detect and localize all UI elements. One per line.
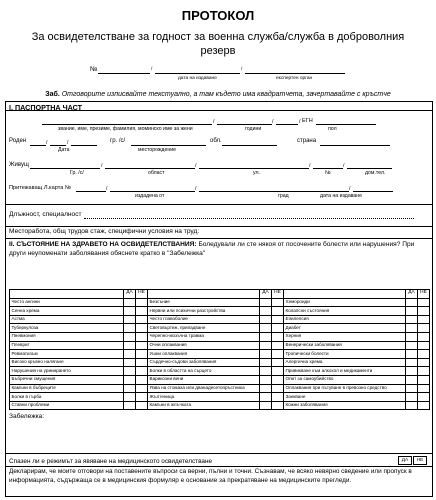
page-subtitle: За освидетелстване за годност за военна служба/служба в доброволния резерв: [31, 31, 405, 57]
disease-yes-checkbox[interactable]: [124, 324, 136, 333]
disease-yes-checkbox[interactable]: [260, 393, 272, 402]
disease-label: Очни оплаквания: [148, 341, 260, 350]
disease-label: Пневмония: [10, 332, 124, 341]
disease-no-checkbox[interactable]: [418, 341, 430, 350]
disease-label: Диабет: [284, 324, 406, 333]
disease-no-checkbox[interactable]: [272, 367, 284, 376]
disease-yes-checkbox[interactable]: [124, 367, 136, 376]
disease-no-checkbox[interactable]: [272, 393, 284, 402]
number-field[interactable]: [98, 73, 150, 74]
disease-no-checkbox[interactable]: [418, 332, 430, 341]
disease-no-checkbox[interactable]: [136, 358, 148, 367]
city-caption: град: [278, 193, 289, 199]
declaration-text: Декларирам, че моите отговори на поставените въпроси са верни, пълни и точни. Съзнавам, че всяко невярно сведение или пропуск в информацията, съдържаща се в медицинския формуляр е основание за прекратяване на медицинските прегледи.: [9, 468, 412, 484]
disease-yes-checkbox[interactable]: [260, 401, 272, 410]
disease-label: Безсъние: [148, 298, 260, 307]
disease-label: Често главоболие: [148, 315, 260, 324]
table-row: [10, 307, 430, 316]
disease-yes-checkbox[interactable]: [124, 298, 136, 307]
disease-label: Туберкулоза: [10, 324, 124, 333]
disease-label: Нервни или психични разстройства: [148, 307, 260, 316]
disease-label: Сенна хрема: [10, 307, 124, 316]
disease-no-checkbox[interactable]: [136, 393, 148, 402]
disease-yes-checkbox[interactable]: [124, 401, 136, 410]
no-header: НЕ: [418, 290, 430, 299]
disease-no-checkbox[interactable]: [136, 324, 148, 333]
disease-yes-checkbox[interactable]: [406, 298, 418, 307]
disease-label: Язва на стомаха или дванадесетопръстника: [148, 384, 260, 393]
egn-label: ЕГН: [302, 118, 313, 124]
table-row: [10, 350, 430, 359]
disease-label: Тропически болести: [284, 350, 406, 359]
idcard-city-field[interactable]: [199, 191, 349, 192]
disease-yes-checkbox[interactable]: [406, 341, 418, 350]
disease-yes-checkbox[interactable]: [260, 367, 272, 376]
disease-no-checkbox[interactable]: [272, 315, 284, 324]
disease-no-checkbox[interactable]: [136, 307, 148, 316]
disease-yes-checkbox[interactable]: [406, 315, 418, 324]
disease-label: Кожни заболявания: [284, 401, 406, 410]
disease-no-checkbox[interactable]: [136, 315, 148, 324]
sex-field[interactable]: [276, 124, 298, 125]
disease-label: Черепно-мозъчна травма: [148, 332, 260, 341]
disease-no-checkbox[interactable]: [418, 358, 430, 367]
workplace-label: Месторабота, общ трудов стаж, специфични условия на труд:: [9, 228, 200, 235]
names-caption: звание, име, презиме, фамилия, моминско име за жени: [58, 126, 193, 132]
disease-no-checkbox[interactable]: [136, 401, 148, 410]
disease-yes-checkbox[interactable]: [260, 341, 272, 350]
no-header: НЕ: [272, 290, 284, 299]
yes-header: ДА: [260, 290, 272, 299]
disease-yes-checkbox[interactable]: [124, 358, 136, 367]
disease-yes-checkbox[interactable]: [124, 393, 136, 402]
region-label: обл.: [210, 138, 222, 144]
date-caption: дата на издаване: [178, 76, 217, 81]
divider: [5, 466, 433, 467]
disease-yes-checkbox[interactable]: [260, 298, 272, 307]
section-2-title: II. СЪСТОЯНИЕ НА ЗДРАВЕТО НА ОСВИДЕТЕЛСТВАНИЯ: Боледували ли сте някоя от посочените болести или нарушения? При други неупоменати заболявания обяснете кратко в "Забележка": [9, 241, 415, 257]
born-year-field[interactable]: [71, 145, 97, 146]
disease-yes-checkbox[interactable]: [406, 393, 418, 402]
birthplace-caption: месторождение: [138, 147, 176, 153]
disease-yes-checkbox[interactable]: [406, 307, 418, 316]
egn-field[interactable]: [316, 124, 376, 125]
disease-yes-checkbox[interactable]: [406, 332, 418, 341]
disease-label: Епилепсия: [284, 315, 406, 324]
disease-yes-checkbox[interactable]: [124, 384, 136, 393]
disease-yes-checkbox[interactable]: [406, 401, 418, 410]
disease-label: Варикозни вени: [148, 375, 260, 384]
table-row: [10, 367, 430, 376]
disease-label: Ставни проблеми: [10, 401, 124, 410]
disease-no-checkbox[interactable]: [418, 324, 430, 333]
table-row: [10, 341, 430, 350]
disease-yes-checkbox[interactable]: [406, 324, 418, 333]
table-header-row: [10, 290, 430, 299]
disease-no-checkbox[interactable]: [272, 341, 284, 350]
disease-label: Болки в областта на сърцето: [148, 367, 260, 376]
born-day-field[interactable]: [30, 145, 46, 146]
country-label: страна: [297, 138, 317, 144]
diseases-table: [9, 289, 430, 410]
disease-no-checkbox[interactable]: [136, 384, 148, 393]
disease-no-checkbox[interactable]: [272, 324, 284, 333]
disease-label: Астма: [10, 315, 124, 324]
table-row: [10, 375, 430, 384]
disease-yes-checkbox[interactable]: [260, 350, 272, 359]
disease-no-checkbox[interactable]: [418, 375, 430, 384]
page-title: ПРОТОКОЛ: [181, 8, 255, 23]
yes-header: ДА: [124, 290, 136, 299]
disease-yes-checkbox[interactable]: [406, 375, 418, 384]
position-label: Длъжност, специалност: [9, 211, 82, 218]
disease-no-checkbox[interactable]: [418, 315, 430, 324]
issuer-caption: издадена от: [135, 193, 165, 199]
disease-label: Опит за самоубийство: [284, 375, 406, 384]
disease-label: Оплаквания при пътуване в превозно средство: [284, 384, 406, 393]
disease-no-checkbox[interactable]: [136, 332, 148, 341]
disease-yes-checkbox[interactable]: [124, 307, 136, 316]
disease-label: Ушни оплаквания: [148, 350, 260, 359]
table-row: [10, 401, 430, 410]
date-caption: Дата: [58, 147, 70, 153]
years-caption: години: [245, 126, 262, 132]
idcard-number-field[interactable]: [76, 191, 106, 192]
disease-no-checkbox[interactable]: [136, 341, 148, 350]
disease-yes-checkbox[interactable]: [260, 384, 272, 393]
born-month-field[interactable]: [50, 145, 66, 146]
disease-yes-checkbox[interactable]: [260, 315, 272, 324]
table-row: [10, 324, 430, 333]
disease-no-checkbox[interactable]: [272, 332, 284, 341]
disease-label: Плеврит: [10, 341, 124, 350]
disease-label: Алергична хрема: [284, 358, 406, 367]
disease-yes-checkbox[interactable]: [260, 332, 272, 341]
slash: /: [241, 67, 243, 72]
divider: [5, 238, 433, 239]
disease-no-checkbox[interactable]: [272, 358, 284, 367]
disease-label: Колапсни състояния: [284, 307, 406, 316]
disease-no-checkbox[interactable]: [418, 298, 430, 307]
disease-no-checkbox[interactable]: [272, 298, 284, 307]
disease-label: Венерически заболявания: [284, 341, 406, 350]
disease-yes-checkbox[interactable]: [260, 358, 272, 367]
number-caption: №: [325, 170, 331, 176]
disease-label: Често ангини: [10, 298, 124, 307]
disease-label: Заекване: [284, 393, 406, 402]
address-street-field[interactable]: [199, 168, 309, 169]
disease-no-checkbox[interactable]: [272, 307, 284, 316]
disease-no-checkbox[interactable]: [418, 367, 430, 376]
disease-label: Жълтеница: [148, 393, 260, 402]
disease-label: Камъни в жлъчката: [148, 401, 260, 410]
disease-no-checkbox[interactable]: [272, 375, 284, 384]
born-label: Роден: [9, 138, 27, 144]
disease-no-checkbox[interactable]: [272, 350, 284, 359]
disease-yes-checkbox[interactable]: [260, 324, 272, 333]
issue-date-caption: дата на издаване: [320, 193, 363, 199]
disease-yes-checkbox[interactable]: [406, 358, 418, 367]
disease-label: Ревматизъм: [10, 350, 124, 359]
organ-caption: експертен орган: [276, 76, 313, 81]
disease-yes-checkbox[interactable]: [260, 307, 272, 316]
sex-caption: пол: [328, 126, 337, 132]
table-row: [10, 332, 430, 341]
disease-yes-checkbox[interactable]: [124, 341, 136, 350]
disease-no-checkbox[interactable]: [272, 384, 284, 393]
idcard-issuer-field[interactable]: [110, 191, 195, 192]
divider: [5, 110, 433, 111]
city-caption: Гр. /с/: [70, 170, 84, 176]
table-row: [10, 384, 430, 393]
section-1-title: I. ПАСПОРТНА ЧАСТ: [9, 103, 83, 112]
instructions-note: Заб. Отговорите изписвайте текстуално, а там където има квадратчета, зачертавайте с кръстче: [45, 91, 391, 98]
disease-label: Световъртеж, припадване: [148, 324, 260, 333]
disease-no-checkbox[interactable]: [418, 307, 430, 316]
disease-label: Нарушения на уринирането: [10, 367, 124, 376]
region-caption: област: [148, 170, 165, 176]
disease-yes-checkbox[interactable]: [124, 375, 136, 384]
disease-no-checkbox[interactable]: [136, 367, 148, 376]
born-city-field[interactable]: [131, 145, 206, 146]
disease-yes-checkbox[interactable]: [260, 375, 272, 384]
disease-no-checkbox[interactable]: [418, 393, 430, 402]
disease-label: Хемороиди: [284, 298, 406, 307]
disease-no-checkbox[interactable]: [136, 375, 148, 384]
disease-no-checkbox[interactable]: [272, 401, 284, 410]
disease-label: Привикване към алкохол и медикаменти: [284, 367, 406, 376]
phone-caption: дом.тел.: [365, 170, 386, 176]
remark-label: Забележка:: [9, 413, 45, 420]
address-region-field[interactable]: [105, 168, 195, 169]
disease-yes-checkbox[interactable]: [124, 350, 136, 359]
disease-yes-checkbox[interactable]: [124, 332, 136, 341]
table-row: [10, 298, 430, 307]
regime-yes-checkbox[interactable]: ДА: [398, 456, 412, 465]
disease-label: Херния: [284, 332, 406, 341]
years-field[interactable]: [217, 124, 272, 125]
disease-label: Камъни в бъбреците: [10, 384, 124, 393]
disease-yes-checkbox[interactable]: [406, 384, 418, 393]
disease-yes-checkbox[interactable]: [406, 350, 418, 359]
city-label: гр. /с/: [110, 138, 126, 144]
regime-no-checkbox[interactable]: НЕ: [413, 456, 427, 465]
names-field[interactable]: [42, 124, 212, 125]
address-city-field[interactable]: [30, 168, 100, 169]
divider: [5, 226, 433, 227]
street-caption: ул.: [253, 170, 260, 176]
address-number-field[interactable]: [313, 168, 343, 169]
disease-label: Сърдечно-съдови заболявания: [148, 358, 260, 367]
table-row: [10, 393, 430, 402]
disease-no-checkbox[interactable]: [136, 298, 148, 307]
idcard-label: Притежаващ Л.карта №: [9, 185, 71, 191]
no-header: НЕ: [136, 290, 148, 299]
position-field[interactable]: [84, 218, 414, 219]
disease-no-checkbox[interactable]: [418, 384, 430, 393]
disease-no-checkbox[interactable]: [136, 350, 148, 359]
organ-field[interactable]: [245, 73, 345, 74]
number-sign: №: [90, 66, 98, 73]
divider: [5, 204, 433, 205]
disease-no-checkbox[interactable]: [418, 401, 430, 410]
yes-header: ДА: [406, 290, 418, 299]
born-region-field[interactable]: [222, 145, 277, 146]
date-field[interactable]: [155, 73, 240, 74]
disease-yes-checkbox[interactable]: [124, 315, 136, 324]
disease-label: Високо кръвно налягане: [10, 358, 124, 367]
disease-label: Болки в гърба: [10, 393, 124, 402]
born-country-field[interactable]: [320, 145, 390, 146]
divider: [5, 453, 433, 454]
regime-question: Спазен ли е режимът за явяване на медицинското освидетелстване: [9, 458, 213, 465]
home-phone-field[interactable]: [347, 168, 392, 169]
disease-yes-checkbox[interactable]: [406, 367, 418, 376]
disease-label: Бъбречни смущения: [10, 375, 124, 384]
disease-no-checkbox[interactable]: [418, 350, 430, 359]
table-row: [10, 358, 430, 367]
idcard-date-field[interactable]: [353, 191, 393, 192]
slash: /: [151, 67, 153, 72]
table-row: [10, 315, 430, 324]
lives-label: Живущ: [9, 162, 29, 168]
